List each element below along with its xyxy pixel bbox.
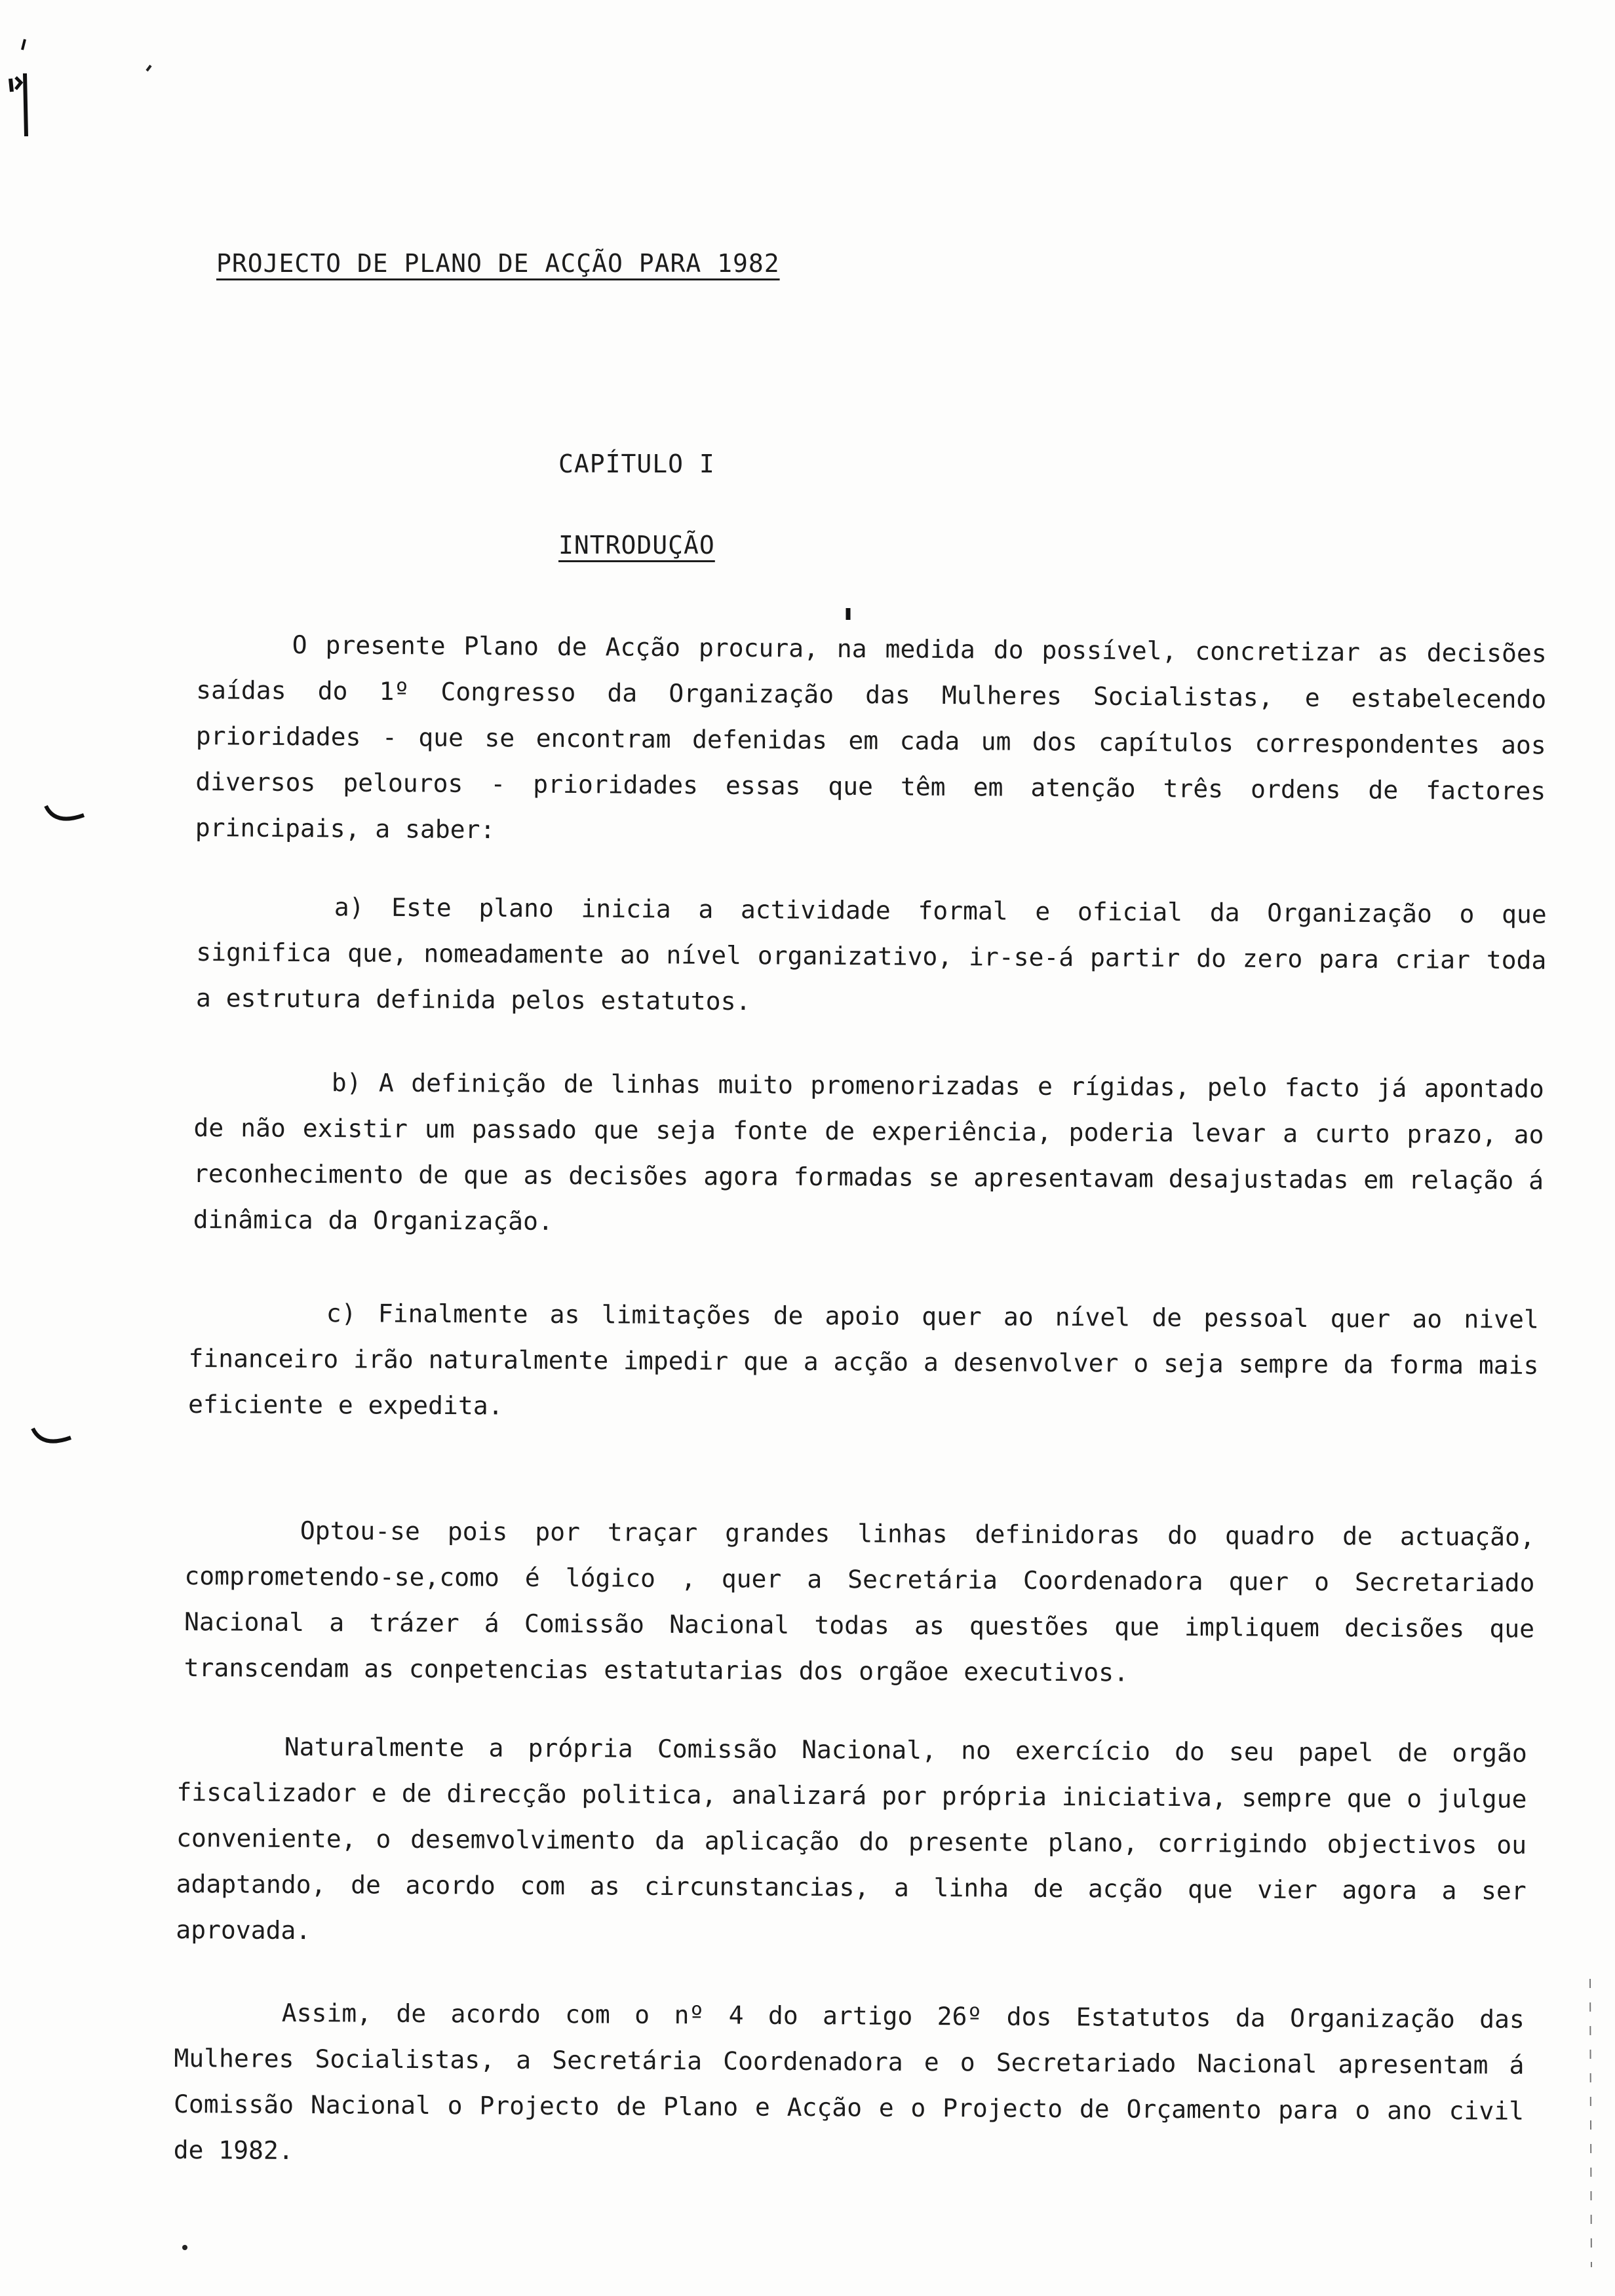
margin-curve-mark <box>29 1422 75 1455</box>
section-heading: INTRODUÇÃO <box>558 531 715 560</box>
stray-ink-dot <box>144 63 155 73</box>
paragraph-item-b: b) A definição de linhas muito promenorizadas e rígidas, pelo facto já apontado de não existir um passado que seja fonte de experiência, poderia levar a curto prazo, ao reconhecimento de que as decisões agora formadas se apresentavam desajustadas em relação á dinâmica da Organização. <box>193 1068 1544 1236</box>
paragraph-intro: O presente Plano de Acção procura, na medida do possível, concretizar as decisões saídas do 1º Congresso da Organização das Mulheres Socialistas, e estabelecendo prioridades - que se encontram defenidas em cada um dos capítulos correspondentes aos diversos pelouros - prioridades essas que têm em atenção três ordens de factores principais, a saber: <box>195 630 1547 845</box>
paragraph-options: Optou-se pois por traçar grandes linhas definidoras do quadro de actuação, comprometendo-se,como é lógico , quer a Secretária Coordenadora quer o Secretariado Nacional a trázer á Comissão Nacional todas as questões que impliquem decisões que transcendam as conpetencias estatutarias dos orgãoe executivos. <box>184 1516 1535 1687</box>
ink-accent-mark <box>843 607 853 622</box>
stray-ink-dot <box>181 2244 189 2251</box>
paragraph-conclusion: Assim, de acordo com o nº 4 do artigo 26º dos Estatutos da Organização das Mulheres Socialistas, a Secretária Coordenadora e o Secretariado Nacional apresentam á Comissão Nacional o Projecto de Plano e Acção e o Projecto de Orçamento para o ano civil de 1982. <box>173 1998 1525 2165</box>
right-margin-line <box>1584 1966 1597 2280</box>
paragraph-item-a: a) Este plano inicia a actividade formal e oficial da Organização o que significa que, nomeadamente ao nível organizativo, ir-se-á partir do zero para criar toda a estrutura definida pelos estatutos. <box>195 892 1547 1016</box>
corner-ink-mark <box>5 37 31 142</box>
paragraph-item-c: c) Finalmente as limitações de apoio quer ao nível de pessoal quer ao nivel financeiro irão naturalmente impedir que a acção a desenvolver o seja sempre da forma mais eficiente e expedita. <box>187 1299 1539 1421</box>
margin-curve-mark <box>42 799 88 832</box>
chapter-heading: CAPÍTULO I <box>558 450 715 478</box>
document-title: PROJECTO DE PLANO DE ACÇÃO PARA 1982 <box>216 249 780 278</box>
paragraph-commission: Naturalmente a própria Comissão Nacional, no exercício do seu papel de orgão fiscalizador e de direcção politica, analizará por própria iniciativa, sempre que o julgue conveniente, o desemvolvimento da aplicação do presente plano, corrigindo objectivos ou adaptando, de acordo com as circunstancias, a linha de acção que vier agora a ser aprovada. <box>176 1732 1527 1945</box>
